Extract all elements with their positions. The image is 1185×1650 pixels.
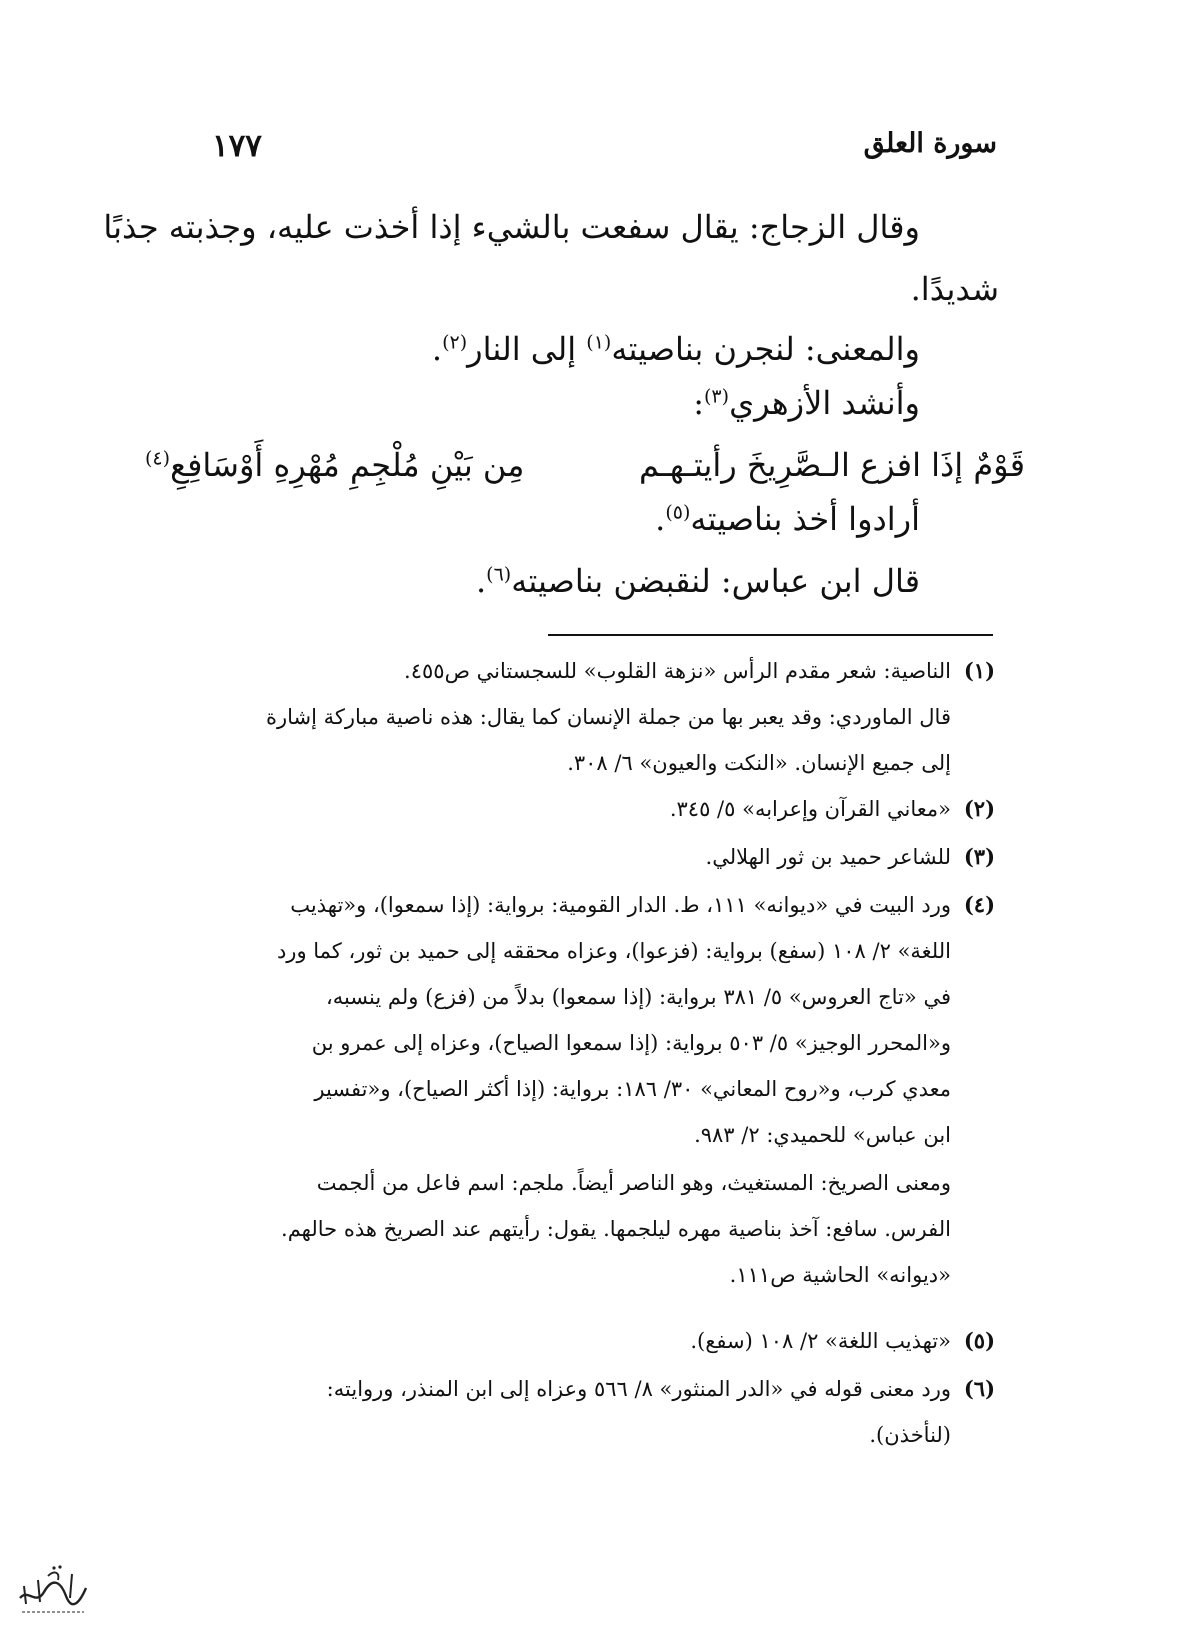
footnote-2-line-1: «معاني القرآن وإعرابه» ٥/ ٣٤٥. [669, 797, 951, 821]
footnote-ref-5: (٥) [665, 501, 691, 524]
footnote-5 [163, 1318, 995, 1364]
body-line-1: وقال الزجاج: يقال سفعت بالشيء إذا أخذت عليه، وجذبته جذبًا [103, 208, 920, 246]
footnote-4-line-5: معدي كرب، و«روح المعاني» ٣٠/ ١٨٦: برواية: (إذا أكثر الصياح)، و«تفسير [314, 1077, 951, 1101]
body-line-4 [693, 384, 920, 422]
footnote-2-number: (٢) [963, 796, 995, 821]
body-line-4-end: : [693, 384, 704, 422]
footnote-6-line-1: ورد معنى قوله في «الدر المنثور» ٨/ ٥٦٦ وعزاه إلى ابن المنذر، وروايته: [326, 1377, 951, 1401]
footnote-1-line-1: الناصية: شعر مقدم الرأس «نزهة القلوب» للسجستاني ص٤٥٥. [404, 659, 951, 683]
body-line-7 [476, 562, 920, 600]
footnote-ref-2: (٢) [442, 331, 468, 354]
surah-title: سورة العلق [863, 128, 997, 159]
footnote-ref-6: (٦) [486, 563, 512, 586]
footnote-1-line-3: إلى جميع الإنسان. «النكت والعيون» ٦/ ٣٠٨. [567, 751, 951, 775]
footnote-1-number: (١) [963, 658, 995, 683]
footnote-4-line-7: ومعنى الصريخ: المستغيث، وهو الناصر أيضاً. ملجم: اسم فاعل من ألجمت [316, 1171, 951, 1195]
body-line-7-end: . [475, 562, 487, 600]
footnote-6-line-2: (لنأخذن). [869, 1423, 951, 1447]
footnote-3 [163, 834, 995, 880]
footnote-4-line-9: «ديوانه» الحاشية ص١١١. [729, 1263, 951, 1287]
footnote-ref-4: (٤) [145, 447, 171, 470]
body-line-2: شديدًا. [910, 270, 999, 308]
footnote-4 [163, 882, 995, 1158]
verse-second-hemistich: مِن بَيْنِ مُلْجِمِ مُهْرِهِ أَوْسَافِعِ [170, 446, 525, 484]
body-line-6-text: أرادوا أخذ بناصيته [690, 500, 920, 538]
footnote-4-line-8: الفرس. سافع: آخذ بناصية مهره ليلجمها. يقول: رأيتهم عند الصريخ هذه حالهم. [281, 1217, 951, 1241]
footnote-ref-3: (٣) [704, 385, 730, 408]
page-number: ١٧٧ [212, 128, 262, 164]
footnote-6-number: (٦) [963, 1376, 995, 1401]
footnote-5-line-1: «تهذيب اللغة» ٢/ ١٠٨ (سفع). [690, 1329, 951, 1353]
body-line-6-end: . [655, 500, 666, 538]
footnote-1-cont [163, 694, 995, 786]
footnote-separator [548, 634, 993, 636]
watermark-logo [14, 1558, 90, 1620]
footnote-3-number: (٣) [963, 844, 995, 869]
footnote-4-line-3: في «تاج العروس» ٥/ ٣٨١ برواية: (إذا سمعوا) بدلاً من (فزع) ولم ينسبه، [325, 985, 951, 1009]
body-line-3-end: . [431, 330, 443, 368]
poetry-verse [145, 446, 1025, 484]
footnote-2 [163, 786, 995, 832]
body-line-3 [432, 330, 920, 368]
footnote-4-line-1: ورد البيت في «ديوانه» ١١١، ط. الدار القومية: برواية: (إذا سمعوا)، و«تهذيب [290, 893, 951, 917]
body-line-3-text: والمعنى: لنجرن بناصيته [611, 330, 920, 368]
body-line-3-mid: إلى النار [467, 330, 587, 368]
footnote-6 [163, 1366, 995, 1458]
body-line-4-text: وأنشد الأزهري [729, 384, 920, 422]
footnote-4-cont [163, 1160, 995, 1298]
footnote-3-line-1: للشاعر حميد بن ثور الهلالي. [705, 845, 951, 869]
footnote-4-line-4: و«المحرر الوجيز» ٥/ ٥٠٣ برواية: (إذا سمعوا الصياح)، وعزاه إلى عمرو بن [311, 1031, 951, 1055]
body-line-6 [655, 500, 920, 538]
footnote-4-number: (٤) [963, 892, 995, 917]
footnote-4-line-2: اللغة» ٢/ ١٠٨ (سفع) برواية: (فزعوا)، وعزاه محققه إلى حميد بن ثور، كما ورد [276, 939, 951, 963]
body-line-7-text: قال ابن عباس: لنقبضن بناصيته [511, 562, 920, 600]
verse-second-hemistich-wrap [145, 446, 524, 484]
footnote-4-line-6: ابن عباس» للحميدي: ٢/ ٩٨٣. [694, 1123, 951, 1147]
footnote-1 [163, 648, 995, 694]
footnote-ref-1: (١) [586, 331, 612, 354]
verse-first-hemistich: قَوْمٌ إذَا افزع الـصَّرِيخَ رأيتـهـم [639, 446, 1025, 484]
footnote-1-line-2: قال الماوردي: وقد يعبر بها من جملة الإنسان كما يقال: هذه ناصية مباركة إشارة [265, 705, 951, 729]
footnote-5-number: (٥) [963, 1328, 995, 1353]
